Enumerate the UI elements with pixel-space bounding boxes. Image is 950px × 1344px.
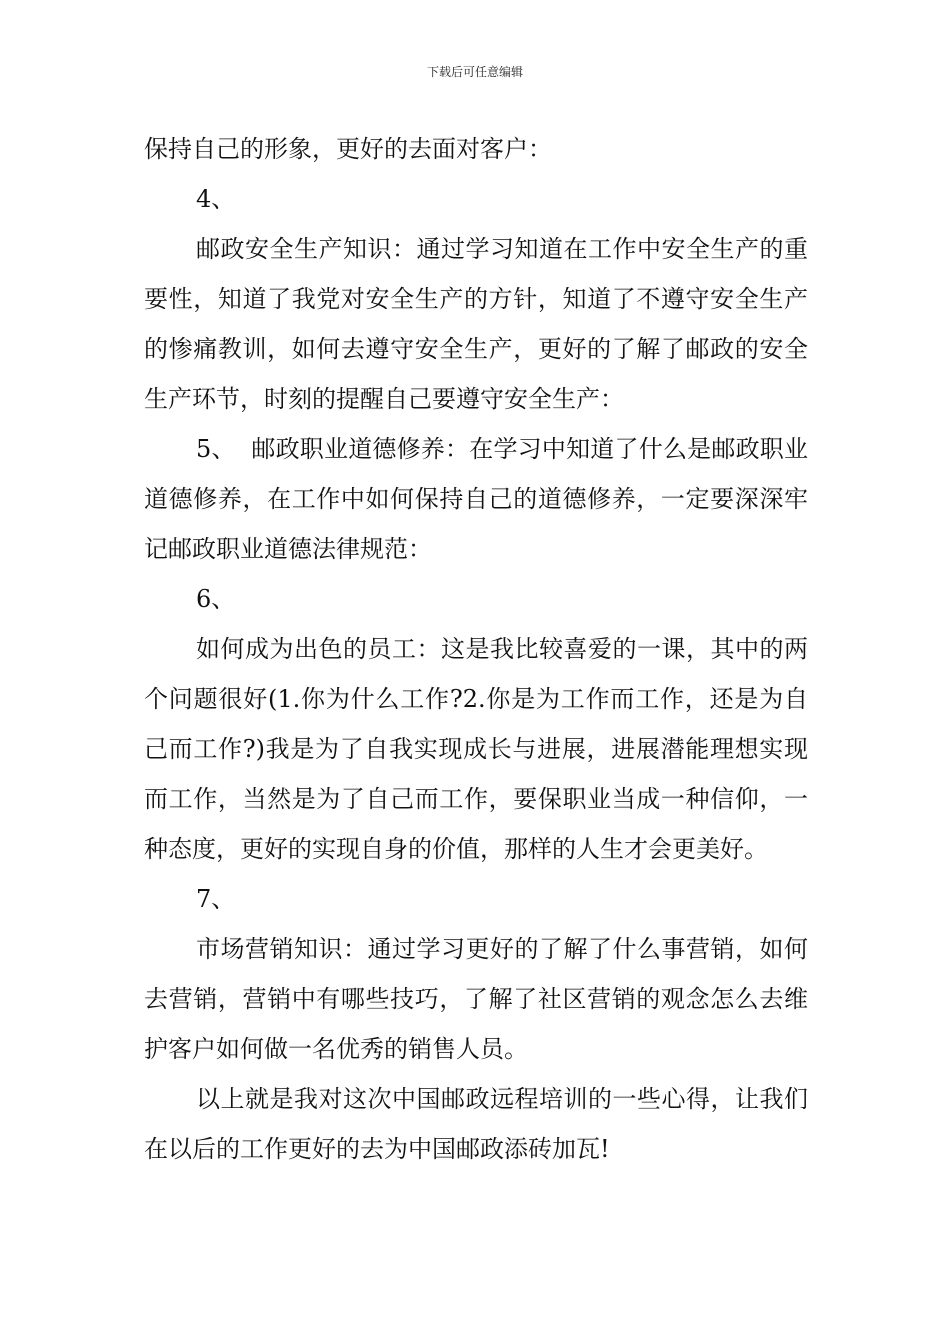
paragraph-item-5 (144, 424, 808, 574)
paragraph-item-6: 如何成为出色的员工：这是我比较喜爱的一课，其中的两个问题很好(1.你为什么工作?2.你是为工作而工作，还是为自己而工作?)我是为了自我实现成长与进展，进展潜能理想实现而工作，当然是为了自己而工作，要保职业当成一种信仰，一种态度，更好的实现自身的价值，那样的人生才会更美好。 (144, 635, 808, 863)
page-header: 下载后可任意编辑 (426, 65, 523, 79)
item-number-7: 7、 (196, 885, 236, 913)
paragraph-item-4: 邮政安全生产知识：通过学习知道在工作中安全生产的重要性，知道了我党对安全生产的方针，知道了不遵守安全生产的惨痛教训，如何去遵守安全生产，更好的了解了邮政的安全生产环节，时刻的提醒自己要遵守安全生产： (144, 235, 808, 413)
paragraph-item-7: 市场营销知识：通过学习更好的了解了什么事营销，如何去营销，营销中有哪些技巧，了解了社区营销的观念怎么去维护客户如何做一名优秀的销售人员。 (144, 935, 808, 1063)
item-number-6: 6、 (196, 585, 236, 613)
paragraph-continuation: 保持自己的形象，更好的去面对客户： (144, 135, 552, 163)
paragraph-conclusion: 以上就是我对这次中国邮政远程培训的一些心得，让我们在以后的工作更好的去为中国邮政添砖加瓦! (144, 1085, 808, 1163)
item-number-5: 5、 (196, 435, 244, 463)
item-number-4: 4、 (196, 185, 236, 213)
paragraph-item-5-text: 邮政职业道德修养：在学习中知道了什么是邮政职业道德修养，在工作中如何保持自己的道德修养，一定要深深牢记邮政职业道德法律规范： (144, 435, 808, 563)
document-body (144, 124, 808, 1174)
